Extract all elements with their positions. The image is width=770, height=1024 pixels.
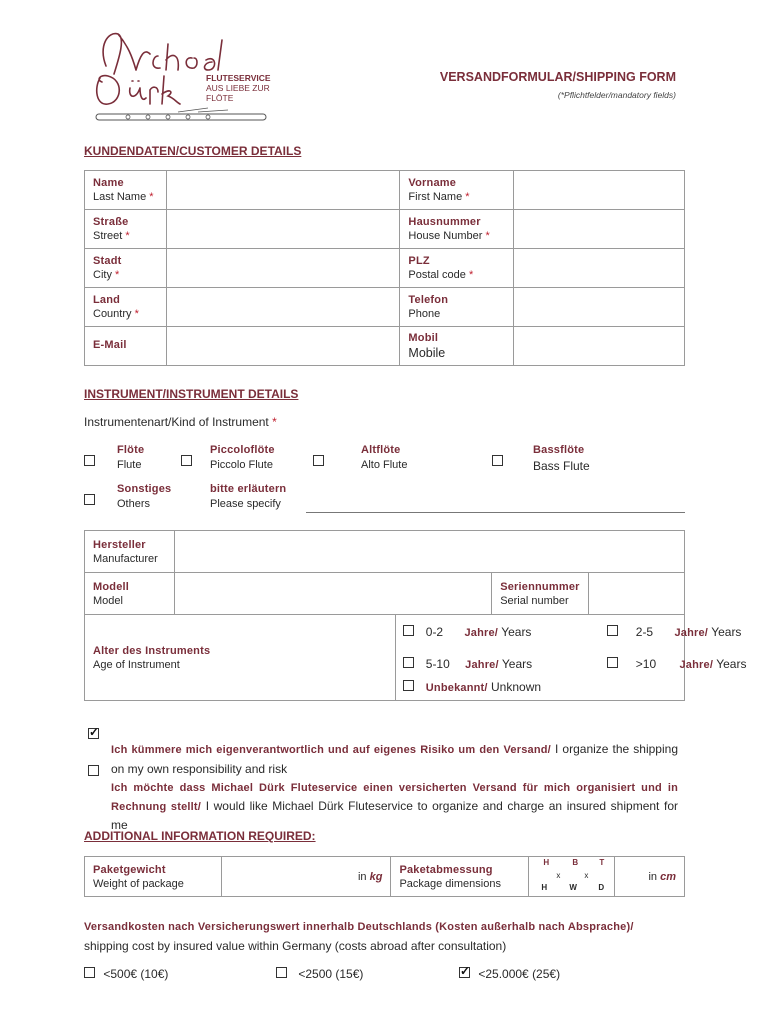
cost-option-2500[interactable]: <2500 (15€) xyxy=(276,967,363,981)
cost-option-500[interactable]: <500€ (10€) xyxy=(84,967,168,981)
others-label-en: Others xyxy=(117,498,151,510)
age-0-2-checkbox[interactable] xyxy=(403,625,414,636)
dims-label: Paketabmessung Package dimensions xyxy=(391,857,529,897)
customer-right-label: PLZ Postal code * xyxy=(400,249,514,288)
age-unknown-checkbox[interactable] xyxy=(403,680,414,691)
bass-label-en: Bass Flute xyxy=(533,459,590,473)
age-2-5-checkbox[interactable] xyxy=(607,625,618,636)
flute-checkbox[interactable] xyxy=(84,455,95,466)
cost-500-checkbox[interactable] xyxy=(84,967,95,978)
specify-label: bitte erläutern Please specify xyxy=(210,483,287,510)
form-subtitle: (*Pflichtfelder/mandatory fields) xyxy=(557,90,676,100)
logo-line-3: FLÖTE xyxy=(206,93,234,103)
dims-input[interactable]: H B T x x H W D xyxy=(529,857,615,897)
customer-left-label: Straße Street * xyxy=(85,210,167,249)
customer-left-label: E-Mail xyxy=(85,327,167,366)
logo-line-1: FLUTESERVICE xyxy=(206,73,271,83)
piccolo-checkbox[interactable] xyxy=(181,455,192,466)
age-over-10[interactable]: >10 Jahre/ Years xyxy=(607,657,746,671)
age-unknown[interactable]: Unbekannt/ Unknown xyxy=(403,680,541,694)
customer-right-input[interactable] xyxy=(514,327,685,366)
dims-unit: in cm xyxy=(615,857,685,897)
customer-row xyxy=(85,327,685,366)
shipping-self-checkbox[interactable] xyxy=(88,728,99,739)
bass-label-de: Bassflöte xyxy=(533,444,585,456)
customer-right-label: Mobil Mobile xyxy=(400,327,514,366)
customer-right-label: Hausnummer House Number * xyxy=(400,210,514,249)
cost-option-25000[interactable]: ✓ <25.000€ (25€) xyxy=(459,967,560,981)
cost-description: Versandkosten nach Versicherungswert innerhalb Deutschlands (Kosten außerhalb nach Absprache)/ shipping cost by insured value within Germany (costs abroad after consultation) xyxy=(84,921,634,953)
instrument-section-title: INSTRUMENT/INSTRUMENT DETAILS xyxy=(84,387,299,401)
age-5-10-checkbox[interactable] xyxy=(403,657,414,668)
weight-input[interactable]: in kg xyxy=(221,857,391,897)
customer-row xyxy=(85,288,685,327)
flute-label-en: Flute xyxy=(117,459,142,471)
weight-label: Paketgewicht Weight of package xyxy=(85,857,222,897)
customer-right-input[interactable] xyxy=(514,171,685,210)
option-bass[interactable] xyxy=(492,444,590,473)
cost-25000-checkbox[interactable] xyxy=(459,967,470,978)
customer-right-label: Vorname First Name * xyxy=(400,171,514,210)
customer-left-input[interactable] xyxy=(166,210,399,249)
others-label-de: Sonstiges xyxy=(117,483,172,495)
age-over-10-checkbox[interactable] xyxy=(607,657,618,668)
age-options xyxy=(396,615,747,701)
customer-left-label: Name Last Name * xyxy=(85,171,167,210)
shipping-insured[interactable]: Ich möchte dass Michael Dürk Fluteservice einen versicherten Versand für mich organisiert und in Rechnung stellt/ I would like Michael Dürk Fluteservice to organize and charge an insured shipment for me xyxy=(88,760,678,834)
bass-checkbox[interactable] xyxy=(492,455,503,466)
option-others[interactable] xyxy=(84,483,172,510)
package-table xyxy=(84,856,685,897)
customer-table xyxy=(84,170,685,366)
customer-row xyxy=(85,210,685,249)
piccolo-label-en: Piccolo Flute xyxy=(210,459,273,471)
customer-row xyxy=(85,249,685,288)
option-flute[interactable] xyxy=(84,444,145,471)
others-checkbox[interactable] xyxy=(84,494,95,505)
age-label: Alter des Instruments Age of Instrument xyxy=(85,615,396,701)
shipping-self[interactable]: ✓ Ich kümmere mich eigenverantwortlich und auf eigenes Risiko um den Versand/ I organize the shipping on my own responsibility and risk xyxy=(88,722,678,779)
customer-left-input[interactable] xyxy=(166,171,399,210)
customer-right-label: Telefon Phone xyxy=(400,288,514,327)
option-alto[interactable] xyxy=(313,444,408,471)
option-piccolo[interactable] xyxy=(181,444,275,471)
serial-input[interactable] xyxy=(589,573,685,615)
model-input[interactable] xyxy=(174,573,491,615)
manufacturer-input[interactable] xyxy=(174,531,684,573)
additional-section-title: ADDITIONAL INFORMATION REQUIRED: xyxy=(84,829,316,843)
customer-right-input[interactable] xyxy=(514,249,685,288)
alto-checkbox[interactable] xyxy=(313,455,324,466)
shipping-insured-checkbox[interactable] xyxy=(88,765,99,776)
age-2-5[interactable]: 2-5 Jahre/ Years xyxy=(607,625,741,639)
age-0-2[interactable]: 0-2 Jahre/ Years xyxy=(403,625,531,639)
alto-label-de: Altflöte xyxy=(361,444,401,456)
age-5-10[interactable]: 5-10 Jahre/ Years xyxy=(403,657,532,671)
piccolo-label-de: Piccoloflöte xyxy=(210,444,275,456)
logo-line-2: AUS LIEBE ZUR xyxy=(206,83,270,93)
customer-left-input[interactable] xyxy=(166,327,399,366)
specify-input-line[interactable] xyxy=(306,512,685,513)
logo xyxy=(88,26,273,130)
instrument-table xyxy=(84,530,747,701)
flute-label-de: Flöte xyxy=(117,444,145,456)
form-title: VERSANDFORMULAR/SHIPPING FORM xyxy=(439,70,676,84)
alto-label-en: Alto Flute xyxy=(361,459,408,471)
customer-left-input[interactable] xyxy=(166,249,399,288)
cost-2500-checkbox[interactable] xyxy=(276,967,287,978)
customer-left-input[interactable] xyxy=(166,288,399,327)
customer-right-input[interactable] xyxy=(514,288,685,327)
serial-label: Seriennummer Serial number xyxy=(492,573,589,615)
kind-of-instrument-label: Instrumentenart/Kind of Instrument * xyxy=(84,415,277,429)
manufacturer-label: Hersteller Manufacturer xyxy=(85,531,175,573)
customer-row xyxy=(85,171,685,210)
customer-left-label: Land Country * xyxy=(85,288,167,327)
customer-left-label: Stadt City * xyxy=(85,249,167,288)
model-label: Modell Model xyxy=(85,573,175,615)
customer-right-input[interactable] xyxy=(514,210,685,249)
customer-section-title: KUNDENDATEN/CUSTOMER DETAILS xyxy=(84,144,302,158)
